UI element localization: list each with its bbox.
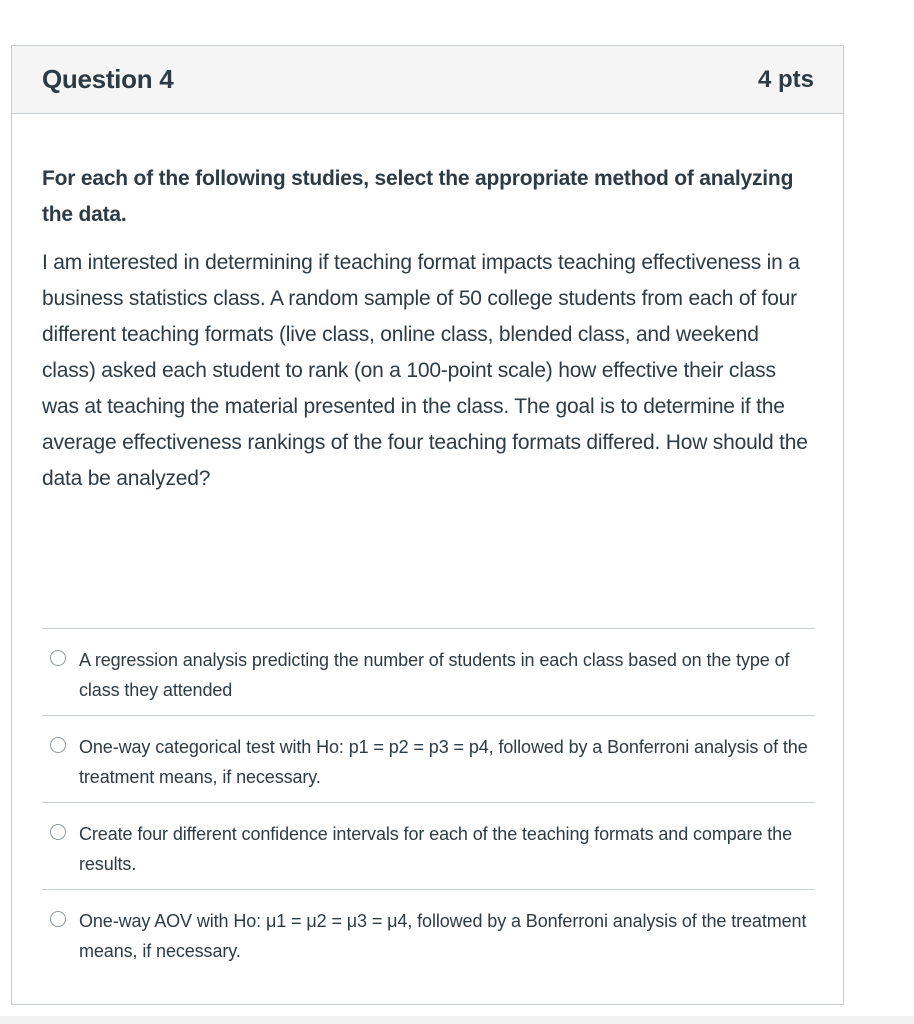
answer-option-4[interactable] xyxy=(42,889,815,976)
question-card xyxy=(11,45,844,1005)
answer-label: Create four different confidence intervals for each of the teaching formats and compare the results. xyxy=(79,824,792,874)
question-points: 4 pts xyxy=(757,65,814,93)
question-body xyxy=(12,114,843,497)
question-prompt: For each of the following studies, select the appropriate method of analyzing the data. xyxy=(42,167,794,226)
question-title: Question 4 xyxy=(42,64,174,94)
page-bottom-strip xyxy=(0,1016,914,1024)
answer-list xyxy=(42,628,815,976)
radio-button[interactable] xyxy=(50,650,66,666)
radio-button[interactable] xyxy=(50,911,66,927)
radio-button[interactable] xyxy=(50,824,66,840)
question-scenario: I am interested in determining if teaching format impacts teaching effectiveness in a business statistics class. A random sample of 50 college students from each of four different teaching formats (live class, online class, blended class, and weekend class) asked each student to rank (on a 100-point scale) how effective their class was at teaching the material presented in the class. The goal is to determine if the average effectiveness rankings of the four teaching formats differed. How should the data be analyzed? xyxy=(42,251,808,490)
answer-label: One-way AOV with Ho: μ1 = μ2 = μ3 = μ4, followed by a Bonferroni analysis of the treatment means, if necessary. xyxy=(79,911,807,961)
question-header xyxy=(12,46,843,114)
answer-label: One-way categorical test with Ho: p1 = p2 = p3 = p4, followed by a Bonferroni analysis of the treatment means, if necessary. xyxy=(79,737,808,787)
radio-button[interactable] xyxy=(50,737,66,753)
answer-label: A regression analysis predicting the number of students in each class based on the type of class they attended xyxy=(79,650,790,700)
answer-option-2[interactable] xyxy=(42,715,815,802)
answer-option-1[interactable] xyxy=(42,628,815,715)
answer-option-3[interactable] xyxy=(42,802,815,889)
